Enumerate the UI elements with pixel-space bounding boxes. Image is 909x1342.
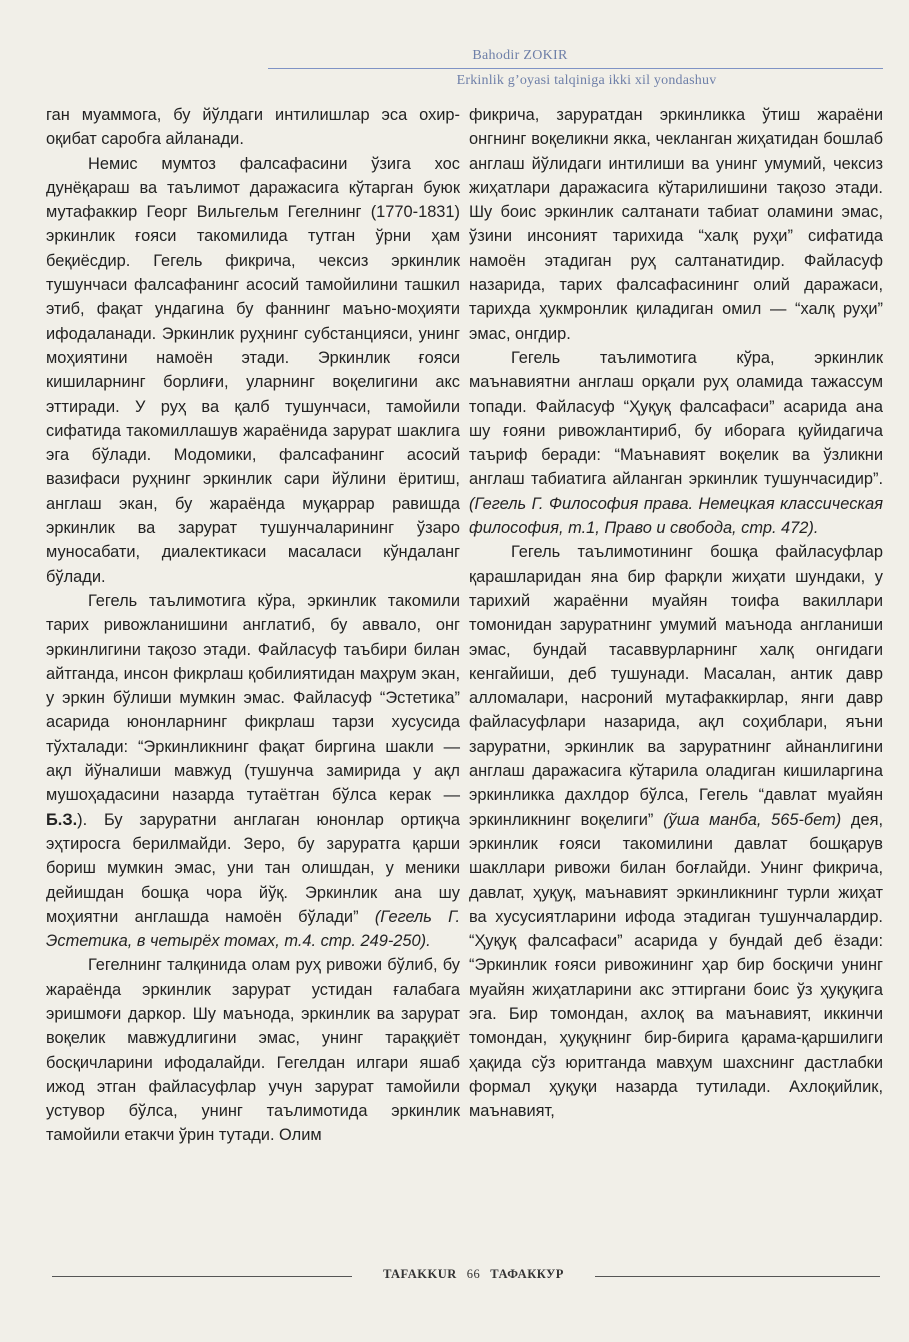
paragraph: фикрича, заруратдан эркинликка ўтиш жараёни онгнинг воқеликни якка, чекланган жиҳатидан бошлаб англаш йўлидаги интилиши ва унинг умумий, чексиз жиҳатлари даражасига кўтарилишини тақозо этади. Шу боис эркинлик салтанати табиат оламини эмас, ўзини инсоният тарихида “халқ руҳи” сифатида намоён этадиган руҳ салтанатидир. Файласуф назарида, тарих фалсафасининг олий даражаси, тарихда ҳукмронлик қиладиган омил — “халқ руҳи” эмас, онгдир. (469, 106, 883, 343)
paragraph (469, 540, 883, 1123)
text-span: Гегель таълимотининг бошқа файласуфлар қарашларидан яна бир фарқли жиҳати шундаки, у тарихий жараённи муайян тоифа вакиллари томонидан заруратнинг умумий маънода англаниши эмас, бундай тасаввурларнинг халқ онгидаги кенгайиши, деб тушунади. Масалан, антик давр алломалари, насроний мутафаккирлар, янги давр файласуфлари назарида, ақл соҳиблари, яъни заруратни, эркинлик ва заруратнинг айнанлигини англаш даражасига кўтарила оладиган кишиларгина эркинликка дахлдор бўлса, Гегель “давлат муайян эркинликнинг воқелиги” (469, 543, 883, 829)
footer-journal-cyrillic: ТАФАККУР (490, 1267, 564, 1281)
text-span: ). Бу заруратни англаган юнонлар ортиқча эҳтиросга берилмайди. Зеро, бу заруратга қарши бориш мумкин эмас, уни тан олишдан, у меники дейишдан бошқа чора йўқ. Эркинлик ана шу моҳиятни англашда намоён бўлади” (46, 810, 460, 926)
paragraph: Гегелнинг талқинида олам руҳ ривожи бўлиб, бу жараёнда эркинлик зарурат устидан ғалабага эришмоғи даркор. Шу маънода, эркинлик ва зарурат воқелик мавжудлигини эмас, унинг тараққиёт босқичларини ифодалайди. Гегелдан илгари яшаб ижод этган файласуфлар учун зарурат тамойили устувор бўлса, унинг таълимотида эркинлик тамойили етакчи ўрин тутади. Олим (46, 956, 460, 1145)
text-span: Гегель таълимотига кўра, эркинлик маънавиятни англаш орқали руҳ оламида тажассум топади. Файласуф “Ҳуқуқ фалсафаси” асарида ана шу ғояни ривожлантириб, бу иборага қуйидагича таъриф беради: “Маънавият воқелик ва ўзликни англаш табиатига айланган эркинлик тушунчасидир”. (469, 348, 883, 489)
left-column (46, 103, 460, 1148)
citation: (Гегель Г. Эстетика, в четырёх томах, т.4. стр. 249-250). (46, 907, 460, 951)
citation: (Гегель Г. Философия права. Немецкая классическая философия, т.1, Право и свобода, стр. 472). (469, 494, 883, 538)
paragraph (46, 589, 460, 953)
paragraph: ган муаммога, бу йўлдаги интилишлар эса охир-оқибат саробга айланади. (46, 106, 460, 149)
header-rule (268, 68, 883, 69)
paragraph (469, 346, 883, 540)
page-footer (52, 1267, 880, 1285)
footer-rule-right (595, 1276, 880, 1277)
running-header-title: Erkinlik g’oyasi talqiniga ikki xil yondashuv (456, 73, 717, 88)
page-number: 66 (466, 1267, 481, 1281)
running-header-author: Bahodir ZOKIR (472, 48, 568, 63)
text-span: Гегель таълимотига кўра, эркинлик такомили тарих ривожланишини англатиб, бу аввало, онг эркинлигини тақозо этади. Файласуф таъбири билан айтганда, инсон фикрлаш қобилиятидан маҳрум экан, у эркин бўлиши мумкин эмас. Файласуф “Эстетика” асарида юнонларнинг фикрлаш тарзи хусусида тўхталади: “Эркинликнинг фақат биргина шакли — ақл йўналиши мавжуд (тушунча замирида у ақл мушоҳадасини назарда тутаётган бўлса керак — (46, 591, 460, 805)
footer-center (352, 1267, 595, 1282)
text-span: дея, эркинлик ғояси такомилини давлат бошқарув шакллари ривожи билан боғлайди. Унинг фикрича, давлат, ҳуқуқ, маънавият эркинликнинг турли жиҳат ва хусусиятларини ифода этадиган тушунчалардир. “Ҳуқуқ фалсафаси” асарида у бундай деб ёзади: “Эркинлик ғояси ривожининг ҳар бир босқичи унинг муайян жиҳатларини акс эттиргани боис ўз ҳуқуқига эга. Бир томондан, ахлоқ ва маънавият, иккинчи томондан, ҳуқуқнинг бир-бирига қарама-қаршилиги ҳақида сўз юритганда мавҳум шахснинг дастлабки формал ҳуқуқи назарда тутилади. Ахлоқийлик, маънавият, (469, 810, 883, 1121)
right-column (469, 103, 883, 1123)
footer-rule-left (52, 1276, 352, 1277)
author-initials: Б.З. (46, 810, 78, 829)
footer-journal-latin: TAFAKKUR (383, 1267, 457, 1281)
paragraph: Немис мумтоз фалсафасини ўзига хос дунёқараш ва таълимот даражасига кўтарган буюк мутафаккир Георг Вильгельм Гегелнинг (1770-1831) эркинлик ғояси такомилида тутган ўрни ҳам беқиёсдир. Гегель фикрича, чексиз эркинлик тушунчаси фалсафанинг асосий тамойилини ташкил этиб, фақат ундагина бу фаннинг маъно-моҳияти ифодаланади. Эркинлик руҳнинг субстанцияси, унинг моҳиятини намоён этади. Эркинлик ғояси кишиларнинг борлиғи, уларнинг воқелигини акс эттиради. У руҳ ва қалб тушунчаси, тамойили сифатида такомиллашув жараёнида зарурат шаклига эга бўлади. Модомики, фалсафанинг асосий вазифаси руҳнинг эркинлик сари йўлини ёритиш, англаш экан, бу жараёнда муқаррар равишда эркинлик ва зарурат тушунчаларининг ўзаро муносабати, диалектикаси масаласи кўндаланг бўлади. (46, 154, 460, 586)
citation: (ўша манба, 565-бет) (663, 810, 842, 829)
